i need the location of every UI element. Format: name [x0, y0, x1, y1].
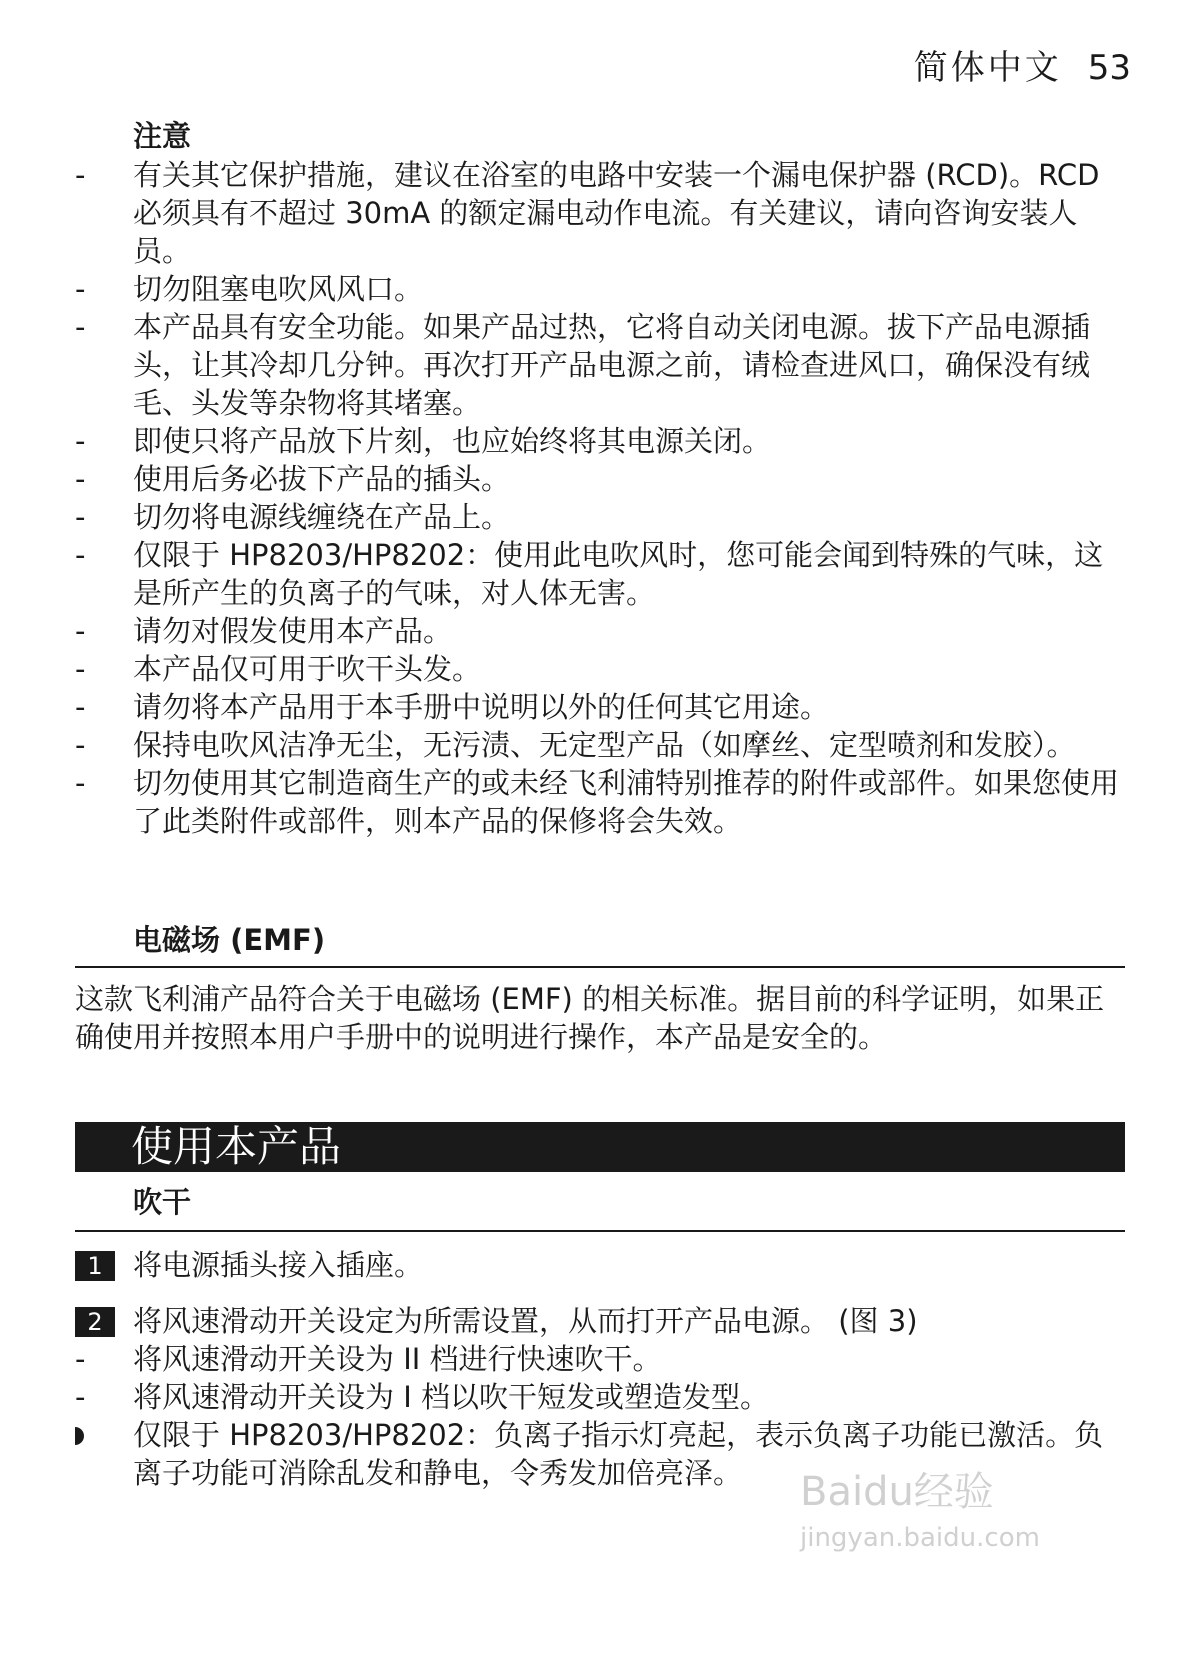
list-item	[75, 460, 1125, 498]
speed-item-text: 将风速滑动开关设为 II 档进行快速吹干。	[133, 1342, 662, 1376]
caution-item-text: 请勿对假发使用本产品。	[133, 614, 453, 648]
caution-item-text: 切勿使用其它制造商生产的或未经飞利浦特别推荐的附件或部件。如果您使用了此类附件或部件，则本产品的保修将会失效。	[133, 766, 1120, 838]
bullet-dash: -	[75, 538, 86, 572]
caution-item-text: 切勿阻塞电吹风风口。	[133, 272, 424, 306]
caution-item-text: 本产品仅可用于吹干头发。	[133, 652, 482, 686]
list-item	[75, 612, 1125, 650]
list-item	[75, 650, 1125, 688]
emf-title: 电磁场 (EMF)	[133, 923, 326, 957]
caution-item-text: 请勿将本产品用于本手册中说明以外的任何其它用途。	[133, 690, 830, 724]
caution-item-text: 仅限于 HP8203/HP8202：使用此电吹风时，您可能会闻到特殊的气味，这是所产生的负离子的气味，对人体无害。	[133, 538, 1104, 610]
step-text: 将电源插头接入插座。	[133, 1248, 424, 1282]
ion-note-text: 仅限于 HP8203/HP8202：负离子指示灯亮起，表示负离子功能已激活。负离子功能可消除乱发和静电，令秀发加倍亮泽。	[133, 1418, 1104, 1490]
bullet-dash: -	[75, 728, 86, 762]
list-item	[75, 536, 1125, 612]
caution-item-text: 即使只将产品放下片刻，也应始终将其电源关闭。	[133, 424, 772, 458]
emf-text: 这款飞利浦产品符合关于电磁场 (EMF) 的相关标准。据目前的科学证明，如果正确使用并按照本用户手册中的说明进行操作，本产品是安全的。	[75, 982, 1105, 1054]
list-item	[75, 308, 1125, 422]
list-item	[75, 764, 1125, 840]
list-item	[75, 422, 1125, 460]
list-item	[75, 1340, 1125, 1378]
watermark-url: jingyan.baidu.com	[800, 1523, 1040, 1553]
bullet-dash: -	[75, 424, 86, 458]
emf-divider	[75, 966, 1125, 968]
step-number-badge: 2	[75, 1307, 115, 1337]
bullet-dash: -	[75, 310, 86, 344]
caution-section	[75, 118, 1125, 840]
speed-item-text: 将风速滑动开关设为 I 档以吹干短发或塑造发型。	[133, 1380, 769, 1414]
bullet-dash: -	[75, 462, 86, 496]
list-item	[75, 688, 1125, 726]
caution-item-text: 保持电吹风洁净无尘，无污渍、无定型产品（如摩丝、定型喷剂和发胶）。	[133, 728, 1076, 762]
list-item	[75, 1378, 1125, 1416]
page-header	[880, 40, 1131, 90]
list-item	[75, 270, 1125, 308]
watermark-brand: Baidu经验	[800, 1469, 994, 1515]
caution-item-text: 本产品具有安全功能。如果产品过热，它将自动关闭电源。拔下产品电源插头，让其冷却几分钟。再次打开产品电源之前，请检查进风口，确保没有绒毛、头发等杂物将其堵塞。	[133, 310, 1091, 420]
bullet-dash: -	[75, 766, 86, 800]
caution-item-text: 有关其它保护措施，建议在浴室的电路中安装一个漏电保护器 (RCD)。RCD必须具有不超过 30mA 的额定漏电动作电流。有关建议，请向咨询安装人员。	[133, 158, 1100, 268]
speed-list	[75, 1340, 1125, 1416]
list-item	[75, 726, 1125, 764]
header-language: 简体中文	[913, 48, 1062, 88]
caution-title: 注意	[133, 119, 192, 153]
bullet-dash: -	[75, 272, 86, 306]
step-1	[75, 1246, 1125, 1284]
bullet-dash: -	[75, 1380, 86, 1414]
drying-divider	[75, 1230, 1125, 1232]
bullet-dash: -	[75, 500, 86, 534]
bullet-dash: -	[75, 652, 86, 686]
list-item	[75, 498, 1125, 536]
emf-section	[75, 922, 1125, 1056]
list-item	[75, 156, 1125, 270]
page-number: 53	[1087, 48, 1131, 88]
section-title-bar: 使用本产品	[75, 1122, 1125, 1172]
caution-item-text: 使用后务必拔下产品的插头。	[133, 462, 511, 496]
caution-item-text: 切勿将电源线缠绕在产品上。	[133, 500, 511, 534]
drying-title: 吹干	[133, 1185, 192, 1219]
step-text: 将风速滑动开关设定为所需设置，从而打开产品电源。 (图 3)	[133, 1304, 918, 1338]
caution-list	[75, 156, 1125, 840]
watermark	[800, 1460, 1130, 1580]
step-number-badge: 1	[75, 1251, 115, 1281]
bullet-dash: -	[75, 158, 86, 192]
usage-section	[75, 1122, 1125, 1492]
half-circle-bullet-icon	[75, 1427, 91, 1445]
step-2	[75, 1302, 1125, 1340]
bullet-dash: -	[75, 690, 86, 724]
bullet-dash: -	[75, 1342, 86, 1376]
bullet-dash: -	[75, 614, 86, 648]
